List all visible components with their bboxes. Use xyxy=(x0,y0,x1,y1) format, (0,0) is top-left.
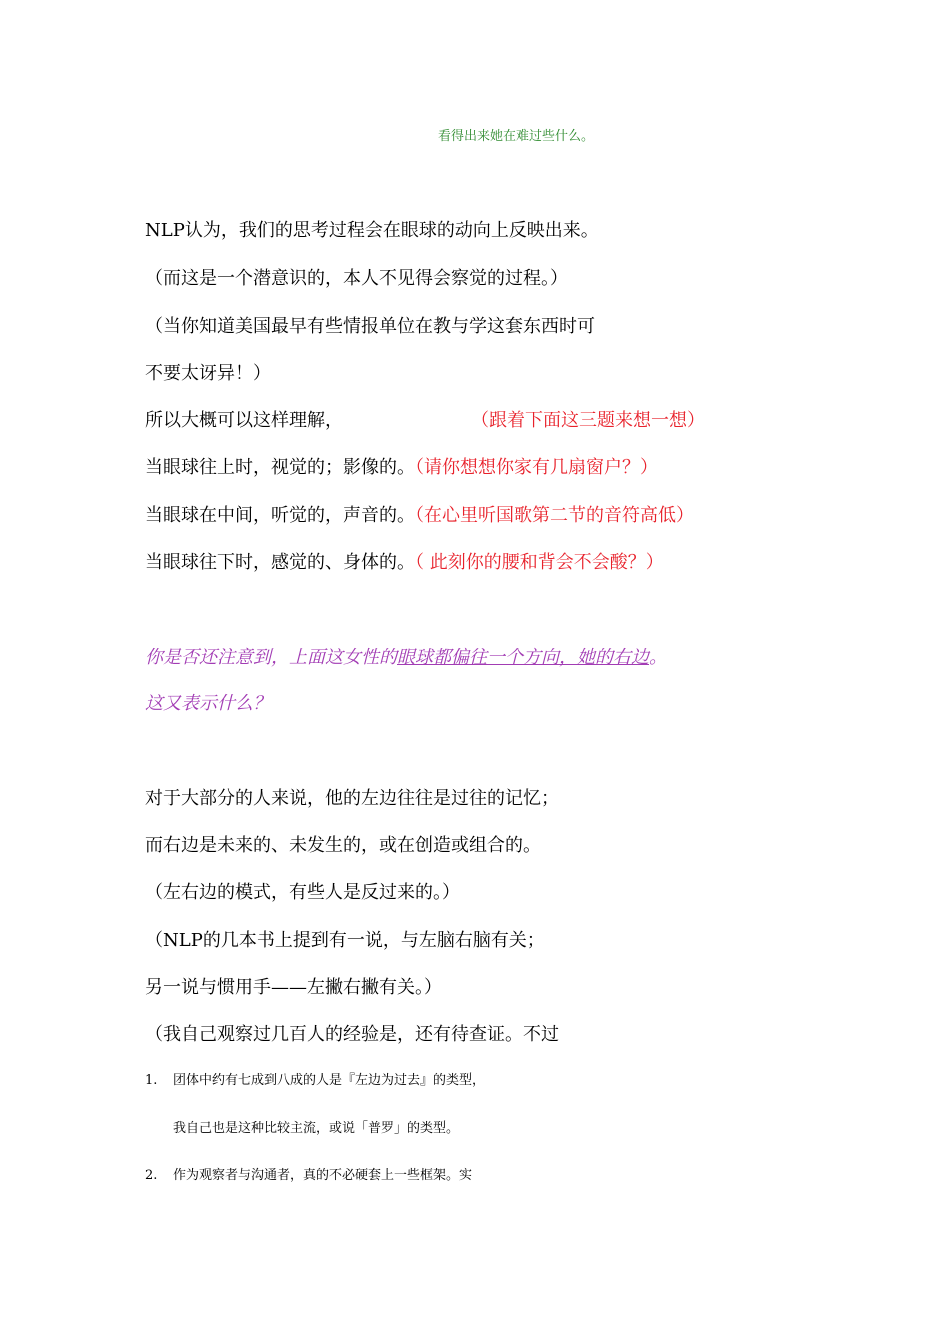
understanding-text: 所以大概可以这样理解， xyxy=(145,410,343,431)
paragraph-reversed: （左右边的模式，有些人是反过来的。） xyxy=(145,882,460,903)
paragraph-right-future: 而右边是未来的、未发生的，或在创造或组合的。 xyxy=(145,835,541,856)
list-item-1-number: 1. xyxy=(145,1073,158,1088)
eyes-down-note: （ 此刻你的腰和背会不会酸？） xyxy=(415,552,664,573)
question-eye-direction xyxy=(145,646,667,670)
paragraph-intelligence-note-cont: 不要太讶异！） xyxy=(145,363,271,384)
list-item-1 xyxy=(145,1072,485,1090)
paragraph-nlp-claim: NLP认为，我们的思考过程会在眼球的动向上反映出来。 xyxy=(145,220,599,241)
list-item-1-continuation: 我自己也是这种比较主流，或说「普罗」的类型。 xyxy=(173,1121,460,1136)
image-caption: 看得出来她在难过些什么。 xyxy=(438,129,595,144)
eyes-up-text: 当眼球往上时，视觉的；影像的。 xyxy=(145,457,415,478)
eyes-middle-text: 当眼球在中间，听觉的，声音的。 xyxy=(145,505,415,526)
eyes-down-text: 当眼球往下时，感觉的、身体的。 xyxy=(145,552,415,573)
question-eye-direction-a: 你是否还注意到，上面这女性的 xyxy=(145,647,397,668)
question-eye-direction-c: 。 xyxy=(649,647,667,668)
list-item-1-text: 团体中约有七成到八成的人是『左边为过去』的类型， xyxy=(173,1073,486,1088)
question-eye-direction-b: 眼球都偏往一个方向，她的右边 xyxy=(397,647,649,668)
paragraph-eyes-up xyxy=(145,456,658,480)
paragraph-brain-theory: （NLP的几本书上提到有一说，与左脑右脑有关； xyxy=(145,930,545,951)
list-item-2-number: 2. xyxy=(145,1168,158,1183)
question-meaning: 这又表示什么？ xyxy=(145,693,271,714)
paragraph-intelligence-note: （当你知道美国最早有些情报单位在教与学这套东西时可 xyxy=(145,316,595,337)
paragraph-left-past: 对于大部分的人来说，他的左边往往是过往的记忆； xyxy=(145,788,559,809)
eyes-up-note: （请你想想你家有几扇窗户？） xyxy=(415,457,658,478)
paragraph-eyes-middle xyxy=(145,504,694,528)
eyes-middle-note: （在心里听国歌第二节的音符高低） xyxy=(415,505,694,526)
understanding-note: （跟着下面这三题来想一想） xyxy=(471,410,705,431)
paragraph-hand-theory: 另一说与惯用手——左撇右撇有关。） xyxy=(145,977,442,998)
paragraph-subconscious-note: （而这是一个潜意识的，本人不见得会察觉的过程。） xyxy=(145,268,568,289)
list-item-2 xyxy=(145,1167,472,1185)
paragraph-understanding xyxy=(145,409,705,433)
paragraph-eyes-down xyxy=(145,551,664,575)
paragraph-observation: （我自己观察过几百人的经验是，还有待查证。不过 xyxy=(145,1024,559,1045)
list-item-2-text: 作为观察者与沟通者，真的不必硬套上一些框架。实 xyxy=(173,1168,473,1183)
